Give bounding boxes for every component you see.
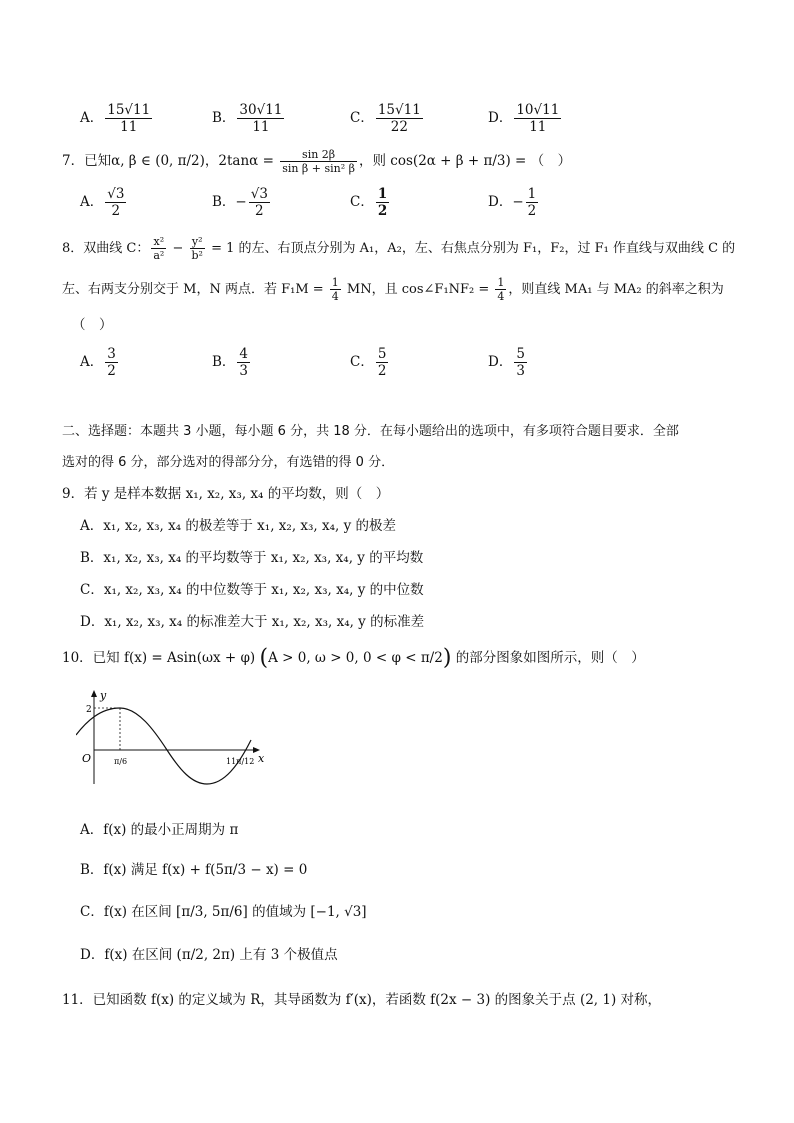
- q8-option-a[interactable]: A． $\frac{3}{2}$: [80, 346, 116, 379]
- y-axis-arrow: [91, 690, 97, 697]
- q8-option-c[interactable]: C． $\frac{5}{2}$: [350, 346, 387, 379]
- max-value-label: 2: [86, 705, 92, 715]
- q9-option-b[interactable]: B．x₁, x₂, x₃, x₄ 的平均数等于 x₁, x₂, x₃, x₄, y 的平均数: [80, 550, 424, 566]
- x-axis-label: x: [258, 752, 265, 765]
- q9-stem: 9．若 y 是样本数据 x₁, x₂, x₃, x₄ 的平均数，则（ ）: [62, 486, 390, 502]
- q6-option-d[interactable]: D． $\frac{10√11}{11}$: [488, 102, 560, 135]
- section2-line-1: 二、选择题：本题共 3 小题，每小题 6 分，共 18 分．在每小题给出的选项中，有多项符合题目要求．全部: [62, 424, 679, 439]
- origin-label: O: [82, 752, 92, 765]
- y-axis-label: y: [100, 689, 107, 702]
- q10-option-a[interactable]: A．f(x) 的最小正周期为 π: [80, 822, 239, 838]
- q9-option-c[interactable]: C．x₁, x₂, x₃, x₄ 的中位数等于 x₁, x₂, x₃, x₄, y 的中位数: [80, 582, 424, 598]
- q8-option-d[interactable]: D． $\frac{5}{3}$: [488, 346, 525, 379]
- q8-line-1: 8．双曲线 C： $\frac{\text{x²}}{\text{a²}}$ − $\frac{\text{y²}}{\text{b²}}$ = 1 的左、右顶点分别为 A₁，A₂，左、右焦点分别为 F₁，F₂，过 F₁ 作直线与双曲线 C 的: [62, 235, 736, 262]
- q7-option-b[interactable]: B．− $\frac{√3}{2}$: [212, 186, 268, 219]
- q10-graph: [76, 684, 276, 788]
- q7-option-c[interactable]: C． $\frac{1}{2}$: [350, 186, 388, 219]
- q9-option-d[interactable]: D．x₁, x₂, x₃, x₄ 的标准差大于 x₁, x₂, x₃, x₄, y 的标准差: [80, 614, 425, 630]
- q11-stem: 11．已知函数 f(x) 的定义域为 R，其导函数为 f′(x)，若函数 f(2x − 3) 的图象关于点 (2, 1) 对称，: [62, 992, 662, 1008]
- q7-option-a[interactable]: A． $\frac{√3}{2}$: [80, 186, 125, 219]
- q10-stem: 10．已知 f(x) = Asin(ωx + φ) (A > 0, ω > 0, 0 < φ < π/2) 的部分图象如图所示，则（ ）: [62, 645, 645, 671]
- q10-option-c[interactable]: C．f(x) 在区间 [π/3, 5π/6] 的值域为 [−1, √3]: [80, 904, 367, 920]
- q8-line-3: （ ）: [72, 317, 113, 333]
- q6-option-b[interactable]: B． $\frac{30√11}{11}$: [212, 102, 283, 135]
- q6-option-c[interactable]: C． $\frac{15√11}{22}$: [350, 102, 421, 135]
- sine-curve: [76, 708, 251, 784]
- q6-option-a[interactable]: A． $\frac{15√11}{11}$: [80, 102, 151, 135]
- q7-stem: 7．已知α, β ∈ (0, π/2)，2tanα = $\frac{\sin 2\beta}{\text{sin β + sin² β}}$ ，则 cos(2α + β + π/3) = （ ）: [62, 148, 572, 175]
- tick-11pi-12: 11π/12: [226, 757, 255, 766]
- q9-option-a[interactable]: A．x₁, x₂, x₃, x₄ 的极差等于 x₁, x₂, x₃, x₄, y 的极差: [80, 518, 397, 534]
- tick-pi-6: π/6: [114, 757, 128, 766]
- q10-option-d[interactable]: D．f(x) 在区间 (π/2, 2π) 上有 3 个极值点: [80, 947, 338, 963]
- q8-option-b[interactable]: B． $\frac{4}{3}$: [212, 346, 249, 379]
- q8-line-2: 左、右两支分别交于 M，N 两点．若 F₁M = $\frac{1}{4}$ MN，且 cos∠F₁NF₂ = $\frac{1}{4}$ ，则直线 MA₁ 与 MA₂ 的斜率之积为: [62, 276, 724, 303]
- section2-line-2: 选对的得 6 分，部分选对的得部分分，有选错的得 0 分．: [62, 455, 395, 470]
- q7-option-d[interactable]: D．− $\frac{1}{2}$: [488, 186, 537, 219]
- q10-option-b[interactable]: B．f(x) 满足 f(x) + f(5π/3 − x) = 0: [80, 862, 308, 878]
